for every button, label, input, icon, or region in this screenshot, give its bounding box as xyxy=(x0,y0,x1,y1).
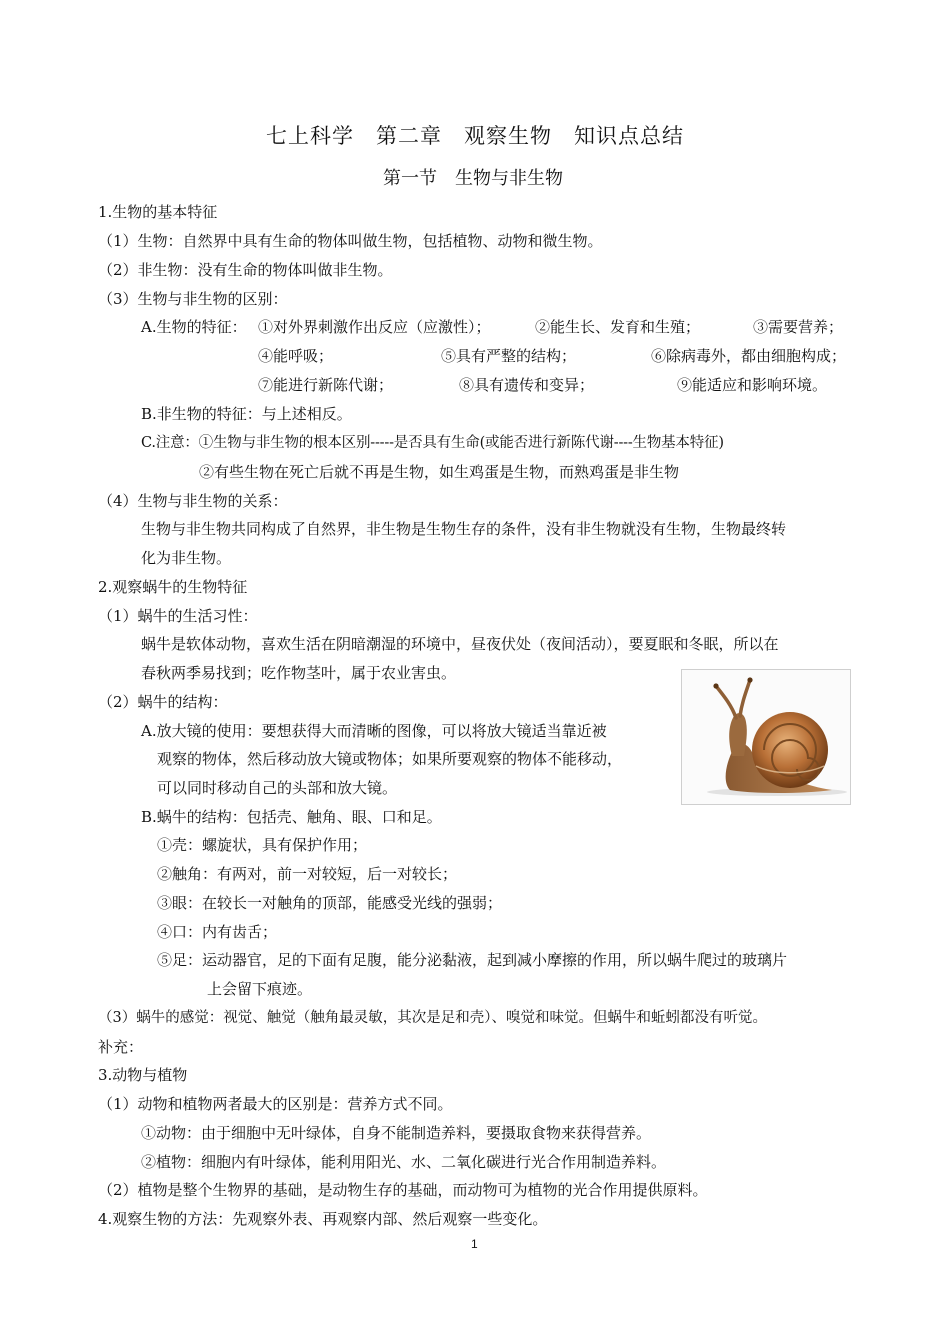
text-line: 蜗牛是软体动物，喜欢生活在阴暗潮湿的环境中，昼夜伏处（夜间活动），要夏眠和冬眠，所以在 xyxy=(141,635,779,653)
text-line: （1）动物和植物两者最大的区别是：营养方式不同。 xyxy=(98,1095,453,1113)
heading-2: 2.观察蜗牛的生物特征 xyxy=(98,578,248,596)
feature-item: ③需要营养； xyxy=(753,318,844,336)
text-line: （4）生物与非生物的关系： xyxy=(98,492,288,510)
text-line: 补充： xyxy=(98,1038,144,1056)
snail-photo xyxy=(681,669,851,805)
heading-3: 3.动物与植物 xyxy=(98,1066,188,1084)
text-line: ①动物：由于细胞中无叶绿体，自身不能制造养料，要摄取食物来获得营养。 xyxy=(141,1124,652,1142)
feature-item: ④能呼吸； xyxy=(258,347,334,365)
text-line: （2）植物是整个生物界的基础，是动物生存的基础，而动物可为植物的光合作用提供原料。 xyxy=(98,1181,708,1199)
text-line: ②有些生物在死亡后就不再是生物，如生鸡蛋是生物，而熟鸡蛋是非生物 xyxy=(199,463,680,481)
text-line: 生物与非生物共同构成了自然界，非生物是生物生存的条件，没有非生物就没有生物，生物最终转 xyxy=(141,520,787,538)
feature-item: ②能生长、发育和生殖； xyxy=(535,318,701,336)
text-line: A.放大镜的使用：要想获得大而清晰的图像，可以将放大镜适当靠近被 xyxy=(141,722,607,740)
feature-item: ⑦能进行新陈代谢； xyxy=(258,376,394,394)
text-line: 春秋两季易找到；吃作物茎叶，属于农业害虫。 xyxy=(141,664,457,682)
heading-4: 4.观察生物的方法：先观察外表、再观察内部、然后观察一些变化。 xyxy=(98,1210,548,1228)
feature-item: ⑤具有严整的结构； xyxy=(441,347,577,365)
text-line: （1）蜗牛的生活习性： xyxy=(98,607,258,625)
text-line: ②植物：细胞内有叶绿体，能利用阳光、水、二氧化碳进行光合作用制造养料。 xyxy=(141,1153,667,1171)
structure-item: ④口：内有齿舌； xyxy=(157,923,278,941)
feature-item: ⑥除病毒外，都由细胞构成； xyxy=(651,347,847,365)
document-title: 七上科学 第二章 观察生物 知识点总结 xyxy=(266,124,684,148)
structure-item: ③眼：在较长一对触角的顶部，能感受光线的强弱； xyxy=(157,894,503,912)
heading-1: 1.生物的基本特征 xyxy=(98,203,218,221)
text-line: 观察的物体，然后移动放大镜或物体；如果所要观察的物体不能移动， xyxy=(157,750,623,768)
text-line: （3）生物与非生物的区别： xyxy=(98,290,288,308)
text-line: （2）蜗牛的结构： xyxy=(98,693,228,711)
page-number: 1 xyxy=(471,1237,478,1251)
text-line: B.蜗牛的结构：包括壳、触角、眼、口和足。 xyxy=(141,808,442,826)
structure-item: ②触角：有两对，前一对较短，后一对较长； xyxy=(157,865,458,883)
text-line: B.非生物的特征：与上述相反。 xyxy=(141,405,352,423)
structure-item: ⑤足：运动器官，足的下面有足腹，能分泌黏液，起到减小摩擦的作用，所以蜗牛爬过的玻璃片 xyxy=(157,951,788,969)
feature-item: ⑧具有遗传和变异； xyxy=(459,376,595,394)
structure-item: ①壳：螺旋状，具有保护作用； xyxy=(157,836,368,854)
text-line: （3）蜗牛的感觉：视觉、触觉（触角最灵敏，其次是足和壳）、嗅觉和味觉。但蜗牛和蚯蚓都没有听觉。 xyxy=(98,1010,767,1026)
text-line: （2）非生物：没有生命的物体叫做非生物。 xyxy=(98,261,393,279)
feature-item: ①对外界刺激作出反应（应激性）； xyxy=(258,318,491,336)
structure-item: 上会留下痕迹。 xyxy=(207,980,313,998)
feature-label: A.生物的特征： xyxy=(141,318,247,336)
text-line: 可以同时移动自己的头部和放大镜。 xyxy=(157,779,398,797)
text-line: （1）生物：自然界中具有生命的物体叫做生物，包括植物、动物和微生物。 xyxy=(98,232,603,250)
text-line: C.注意：①生物与非生物的根本区别-----是否具有生命(或能否进行新陈代谢----生物基本特征) xyxy=(141,435,724,451)
text-line: 化为非生物。 xyxy=(141,549,232,567)
section-title: 第一节 生物与非生物 xyxy=(383,168,563,189)
feature-item: ⑨能适应和影响环境。 xyxy=(677,376,828,394)
